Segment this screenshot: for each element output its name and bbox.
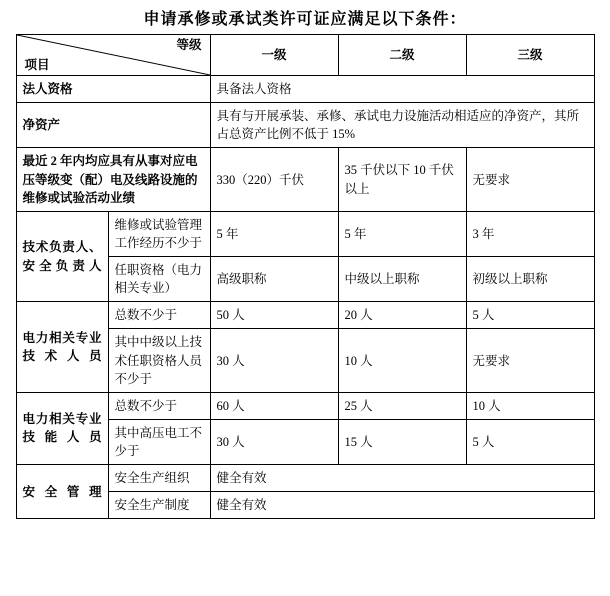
row-item-legal-person: 法人资格 <box>16 76 210 103</box>
row-sub-highvoltage-electrician: 其中高压电工不少于 <box>108 419 210 464</box>
row-value-net-assets: 具有与开展承装、承修、承试电力设施活动相适应的净资产，其所占总资产比例不低于 15% <box>210 103 594 148</box>
row-sub-qualification: 任职资格（电力相关专业） <box>108 257 210 302</box>
row-value-qualification-level-2: 中级以上职称 <box>338 257 466 302</box>
row-item-net-assets: 净资产 <box>16 103 210 148</box>
row-value-highvoltage-level-2: 15 人 <box>338 419 466 464</box>
row-value-technical-total-level-1: 50 人 <box>210 302 338 329</box>
row-value-technical-total-level-2: 20 人 <box>338 302 466 329</box>
row-value-technical-midlevel-level-3: 无要求 <box>466 329 594 392</box>
row-value-qualification-level-3: 初级以上职称 <box>466 257 594 302</box>
table-corner-cell <box>16 35 210 76</box>
row-sub-technical-midlevel: 其中中级以上技术任职资格人员不少于 <box>108 329 210 392</box>
row-item-technical-staff: 电力相关专业技术人员 <box>16 302 108 393</box>
row-value-qualification-level-1: 高级职称 <box>210 257 338 302</box>
row-value-skilled-total-level-2: 25 人 <box>338 392 466 419</box>
row-value-technical-total-level-3: 5 人 <box>466 302 594 329</box>
row-value-experience-level-2: 5 年 <box>338 211 466 256</box>
row-sub-maintenance-experience: 维修或试验管理工作经历不少于 <box>108 211 210 256</box>
table-row <box>16 148 594 211</box>
row-value-technical-midlevel-level-1: 30 人 <box>210 329 338 392</box>
row-item-skilled-staff: 电力相关专业技能人员 <box>16 392 108 464</box>
row-value-experience-level-3: 3 年 <box>466 211 594 256</box>
row-item-performance: 最近 2 年内均应具有从事对应电压等级变（配）电及线路设施的维修或试验活动业绩 <box>16 148 210 211</box>
table-row <box>16 465 594 492</box>
item-label: 项目 <box>24 57 50 72</box>
column-header-level-3: 三级 <box>466 35 594 76</box>
row-value-experience-level-1: 5 年 <box>210 211 338 256</box>
table-row <box>16 76 594 103</box>
table-row <box>16 302 594 329</box>
row-sub-safety-system: 安全生产制度 <box>108 492 210 519</box>
table-header-row <box>16 35 594 76</box>
column-header-level-2: 二级 <box>338 35 466 76</box>
row-item-technical-safety-manager: 技术负责人、安全负责人 <box>16 211 108 302</box>
table-row <box>16 103 594 148</box>
row-value-safety-system: 健全有效 <box>210 492 594 519</box>
table-row <box>16 211 594 256</box>
row-value-performance-level-1: 330（220）千伏 <box>210 148 338 211</box>
row-value-technical-midlevel-level-2: 10 人 <box>338 329 466 392</box>
grade-label: 等级 <box>176 38 202 52</box>
row-value-highvoltage-level-3: 5 人 <box>466 419 594 464</box>
row-value-safety-organization: 健全有效 <box>210 465 594 492</box>
row-sub-safety-organization: 安全生产组织 <box>108 465 210 492</box>
page-title: 申请承修或承试类许可证应满足以下条件： <box>143 11 467 28</box>
table-row <box>16 392 594 419</box>
row-item-safety-management: 安全管理 <box>16 465 108 519</box>
column-header-level-1: 一级 <box>210 35 338 76</box>
row-value-legal-person: 具备法人资格 <box>210 76 594 103</box>
requirements-table <box>16 34 595 519</box>
row-value-performance-level-3: 无要求 <box>466 148 594 211</box>
row-value-highvoltage-level-1: 30 人 <box>210 419 338 464</box>
row-sub-technical-total: 总数不少于 <box>108 302 210 329</box>
row-value-skilled-total-level-3: 10 人 <box>466 392 594 419</box>
row-value-performance-level-2: 35 千伏以下 10 千伏以上 <box>338 148 466 211</box>
row-value-skilled-total-level-1: 60 人 <box>210 392 338 419</box>
row-sub-skilled-total: 总数不少于 <box>108 392 210 419</box>
